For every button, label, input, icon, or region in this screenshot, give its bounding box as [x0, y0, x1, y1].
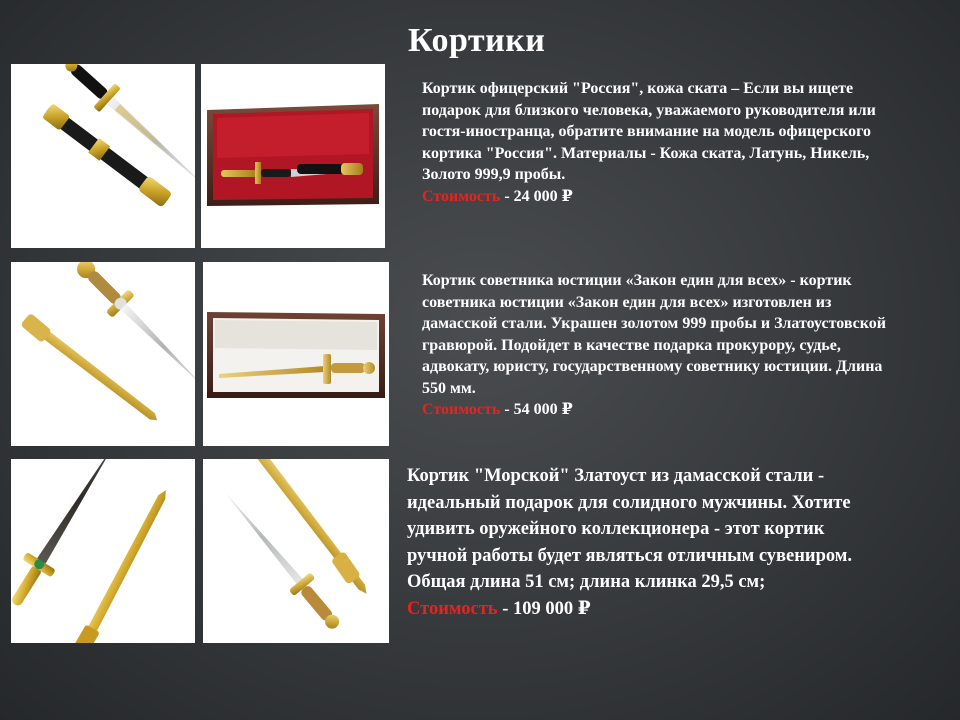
product-description-russia [422, 78, 892, 207]
price-value: - 54 000 ₽ [500, 401, 573, 418]
description-text: Кортик советника юстиции «Закон един для всех» - кортик советника юстиции «Закон един для всех» изготовлен из дамасской стали. Украшен золотом 999 пробы и Златоустовской гравюрой. Подойдет в качестве подарка прокурору, судье, адвокату, юристу, государственному советнику юстиции. Длина 550 мм. [422, 272, 886, 397]
price-label: Стоимость [422, 187, 501, 205]
product-description-naval [407, 463, 862, 622]
price-line [422, 186, 892, 208]
description-text: Кортик "Морской" Златоуст из дамасской стали - идеальный подарок для солидного мужчины. Хотите удивить оружейного коллекционера - этот кортик ручной работы будет являться отличным сувениром. Общая длина 51 см; длина клинка 29,5 см; [407, 466, 852, 592]
price-line [407, 596, 862, 623]
product-description-justice [422, 270, 892, 421]
dirk-naval-gold-photo [203, 459, 389, 643]
dirk-russia-sheath-photo [11, 64, 195, 248]
dirk-justice-case-photo [203, 262, 389, 446]
price-label: Стоимость [407, 598, 498, 619]
dirk-russia-case-photo [201, 64, 385, 248]
price-value: - 24 000 ₽ [500, 187, 573, 205]
dirk-naval-damascus-photo [11, 459, 195, 643]
price-line [422, 399, 892, 421]
price-value: - 109 000 ₽ [497, 598, 591, 619]
price-label: Стоимость [422, 401, 501, 418]
slide-title: Кортики [408, 22, 546, 59]
dirk-justice-sheath-photo [11, 262, 195, 446]
description-text: Кортик офицерский "Россия", кожа ската – Если вы ищете подарок для близкого человека, уважаемого руководителя или гостя-иностранца, обратите внимание на модель офицерского кортика "Россия". Материалы - Кожа ската, Латунь, Никель, Золото 999,9 пробы. [422, 80, 876, 183]
